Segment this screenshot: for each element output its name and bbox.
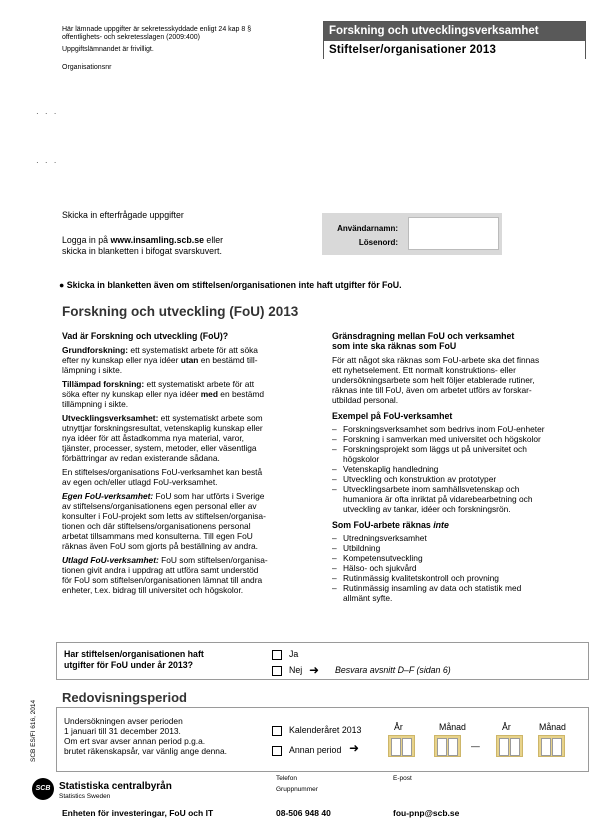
text-span: arbetat tillsammans med konsulterna. Till egen FoU [62,531,253,541]
text-span: enheter, t.ex. bidrag till universitet och högskolor. [62,585,244,595]
development-term: Utvecklingsverksamhet: [62,413,159,423]
text-span: tillämpning i sikte. [62,399,129,409]
text-span: av egen och/eller utlagd FoU-verksamhet. [62,477,218,487]
list-item [332,474,590,484]
zero-expense-notice [59,280,402,290]
text-span: Undersökningen avser perioden [64,716,183,726]
no-checkbox[interactable] [272,666,282,676]
other-period-checkbox[interactable] [272,746,282,756]
credentials-field[interactable] [408,217,499,250]
text-span: av stiftelsens/organisationens egen personal eller av [62,501,257,511]
applied-research-paragraph [62,379,324,409]
text-span: räknas inte till FoU, även om arbetet utförs av forskar- [332,385,532,395]
org-name: Statistiska centralbyrån [59,781,172,792]
text-span: Vetenskaplig handledning [343,464,439,474]
form-subtitle: Stiftelser/organisationer 2013 [324,41,585,59]
email-address[interactable]: fou-pnp@scb.se [393,808,460,818]
to-year-input[interactable] [496,735,523,757]
text-span: en bestämd [217,389,265,399]
to-year-label: År [502,722,511,732]
text-span: ett systematiskt arbete för att [144,379,255,389]
digit-box[interactable] [499,738,509,756]
text-span: FoU som stiftelsen/organisa- [158,555,268,565]
list-item [332,464,590,474]
text-span: som inte ska räknas som FoU [332,341,457,351]
text-span: tionen givit andra i uppdrag att utföra samt understöd [62,565,259,575]
login-box [322,213,502,255]
password-label: Lösenord: [358,238,398,247]
list-item [332,484,590,514]
text-span: tionen och där stiftelsens/organisationens personal [62,521,251,531]
text-span: efter ny kunskap eller nya idéer [62,355,181,365]
form-title: Forskning och utvecklingsverksamhet [324,22,585,41]
org-name-en: Statistics Sweden [59,793,111,800]
list-item [332,444,590,464]
arrow-right-icon: ➜ [349,741,360,755]
examples-list [332,424,590,514]
text-span: förbättringar av redan existerande sådana. [62,453,220,463]
external-rd-term: Utlagd FoU-verksamhet: [62,555,159,565]
org-nr-label: Organisationsnr [62,64,112,71]
no-label: Nej [289,665,303,675]
text-span: en bestämd till- [198,355,258,365]
list-item [332,573,590,583]
envelope-instruction: skicka in blanketten i bifogat svarskuvert. [62,246,222,256]
text-span: räknas även FoU som gjorts på beställning av andra. [62,541,258,551]
digit-box[interactable] [541,738,551,756]
applied-research-term: Tillämpad forskning: [62,379,145,389]
text-span: utnyttjar forskningsresultat, vetenskaplig kunskap eller [62,423,263,433]
from-year-label: År [394,722,403,732]
phone-number: 08-506 948 40 [276,808,331,818]
period-box [56,707,589,772]
text-span: Utvecklingsarbete inom samhällsvetenskap och [343,484,520,494]
phone-sublabel: Gruppnummer [276,786,318,793]
internal-rd-paragraph [62,491,324,551]
text-span: söka efter ny kunskap eller nya idéer [62,389,201,399]
address-placeholder-2: · · · [36,158,59,167]
non-examples-heading [332,520,590,530]
skip-instruction: Besvara avsnitt D–F (sidan 6) [335,665,451,675]
list-item [332,543,590,553]
boundary-heading [332,331,590,351]
text-span: Forskningsprojekt som läggs ut på universitet och [343,444,527,454]
text-span: Hälso- och sjukvård [343,563,417,573]
question-text [64,649,204,671]
digit-box[interactable] [510,738,520,756]
from-month-label: Månad [439,722,466,732]
email-label: E-post [393,775,412,782]
login-prefix: Logga in på [62,235,111,245]
form-title-box [323,21,586,59]
text-span: Rutinmässig insamling av data och statistik med [343,583,522,593]
text-span: ett systematiskt arbete för att söka [128,345,258,355]
left-column [62,331,324,595]
from-year-input[interactable] [388,735,415,757]
other-period-label: Annan period [289,745,342,755]
boundary-paragraph [332,355,590,405]
text-span: undersökningsarbete som helt följer etablerade rutiner, [332,375,535,385]
text-span: högskolor [343,454,380,464]
text-span: nya idéer för att åstadkomma nya material, varor, [62,433,245,443]
text-span: ett nyhetselement. Ett normalt konstruktions- eller [332,365,516,375]
send-instruction: Skicka in efterfrågade uppgifter [62,210,184,220]
insamling-link[interactable]: www.insamling.scb.se [110,235,204,245]
text-span: utgifter för FoU under år 2013? [64,660,194,670]
text-span: Har stiftelsen/organisationen haft [64,649,204,659]
username-label: Användarnamn: [337,224,398,233]
text-span: utveckling av tankar, idéer och forskningsrön. [343,504,511,514]
rd-expense-question [56,642,589,680]
text-span: Rutinmässig kvalitetskontroll och provning [343,573,499,583]
phone-label: Telefon [276,775,297,782]
definition-heading: Vad är Forskning och utveckling (FoU)? [62,331,229,341]
digit-box[interactable] [552,738,562,756]
voluntary-notice: Uppgiftslämnandet är frivilligt. [62,46,154,53]
period-text [64,716,227,756]
unit-name: Enheten för investeringar, FoU och IT [62,808,214,818]
examples-heading: Exempel på FoU-verksamhet [332,411,453,421]
arrow-right-icon: ➜ [309,663,320,677]
bullet-icon: ● [59,280,65,290]
login-suffix: eller [203,235,224,245]
period-title: Redovisningsperiod [62,690,187,705]
login-instruction [62,235,223,246]
external-rd-paragraph [62,555,324,595]
text-span: brutet räkenskapsår, var vänlig ange denna. [64,746,227,756]
basic-research-paragraph [62,345,324,375]
emphasis: inte [433,520,449,530]
basic-research-term: Grundforskning: [62,345,129,355]
text-span: utbildad personal. [332,395,399,405]
text-span: Forskningsverksamhet som bedrivs inom FoU-enheter [343,424,545,434]
digit-box[interactable] [448,738,458,756]
date-range-dash: — [471,741,480,751]
list-item [332,553,590,563]
list-item [332,533,590,543]
emphasis: med [200,389,218,399]
non-examples-list [332,533,590,603]
text-span: lämpning i sikte. [62,365,123,375]
text-span: Om ert svar avser annan period p.g.a. [64,736,206,746]
form-code: SCB ES/FI 616, 2014 [30,699,37,762]
list-item [332,563,590,573]
digit-box[interactable] [437,738,447,756]
calendar-year-checkbox[interactable] [272,726,282,736]
text-span: Utbildning [343,543,381,553]
address-placeholder-1: · · · [36,109,59,118]
internal-rd-term: Egen FoU-verksamhet: [62,491,154,501]
text-span: ett systematiskt arbete som [158,413,263,423]
yes-label: Ja [289,649,299,659]
list-item [332,434,590,444]
to-month-input[interactable] [538,735,565,757]
confidentiality-notice [62,25,312,72]
scb-logo: SCB [32,778,54,800]
digit-box[interactable] [391,738,401,756]
text-span: humaniora är ofta inriktat på vidarebearbetning och [343,494,533,504]
text-span: Forskning i samverkan med universitet och högskolor [343,434,541,444]
text-span: för FoU som stiftelsen/organisationen lämnat till andra [62,575,263,585]
text-span: En stiftelses/organisations FoU-verksamhet kan bestå [62,467,263,477]
text-span: För att något ska räknas som FoU-arbete ska det finnas [332,355,540,365]
yes-checkbox[interactable] [272,650,282,660]
text-span: Gränsdragning mellan FoU och verksamhet [332,331,515,341]
digit-box[interactable] [402,738,412,756]
notice-text: Skicka in blanketten även om stiftelsen/organisationen inte haft utgifter för FoU. [66,280,402,290]
to-month-label: Månad [539,722,566,732]
emphasis: utan [180,355,199,365]
calendar-year-label: Kalenderåret 2013 [289,725,362,735]
text-span: allmänt syfte. [343,593,393,603]
main-title: Forskning och utveckling (FoU) 2013 [62,304,299,319]
development-paragraph [62,413,324,463]
confidential-line-2: offentlighets- och sekretesslagen (2009:400) [62,34,201,41]
text-span: 1 januari till 31 december 2013. [64,726,181,736]
text-span: konsulter i FoU-projekt som letts av stiftelsen/organisa- [62,511,266,521]
right-column [332,331,590,603]
text-span: FoU som har utförts i Sverige [153,491,265,501]
confidential-line-1: Här lämnade uppgifter är sekretesskyddade enligt 24 kap 8 § [62,26,252,33]
text-span: Kompetensutveckling [343,553,423,563]
list-item [332,583,590,603]
fou-composition-paragraph [62,467,324,487]
from-month-input[interactable] [434,735,461,757]
text-span: Utveckling och konstruktion av prototyper [343,474,497,484]
text-span: Utredningsverksamhet [343,533,427,543]
text-span: Som FoU-arbete räknas [332,520,434,530]
text-span: tjänster, processer, system, metoder, eller väsentliga [62,443,257,453]
list-item [332,424,590,434]
